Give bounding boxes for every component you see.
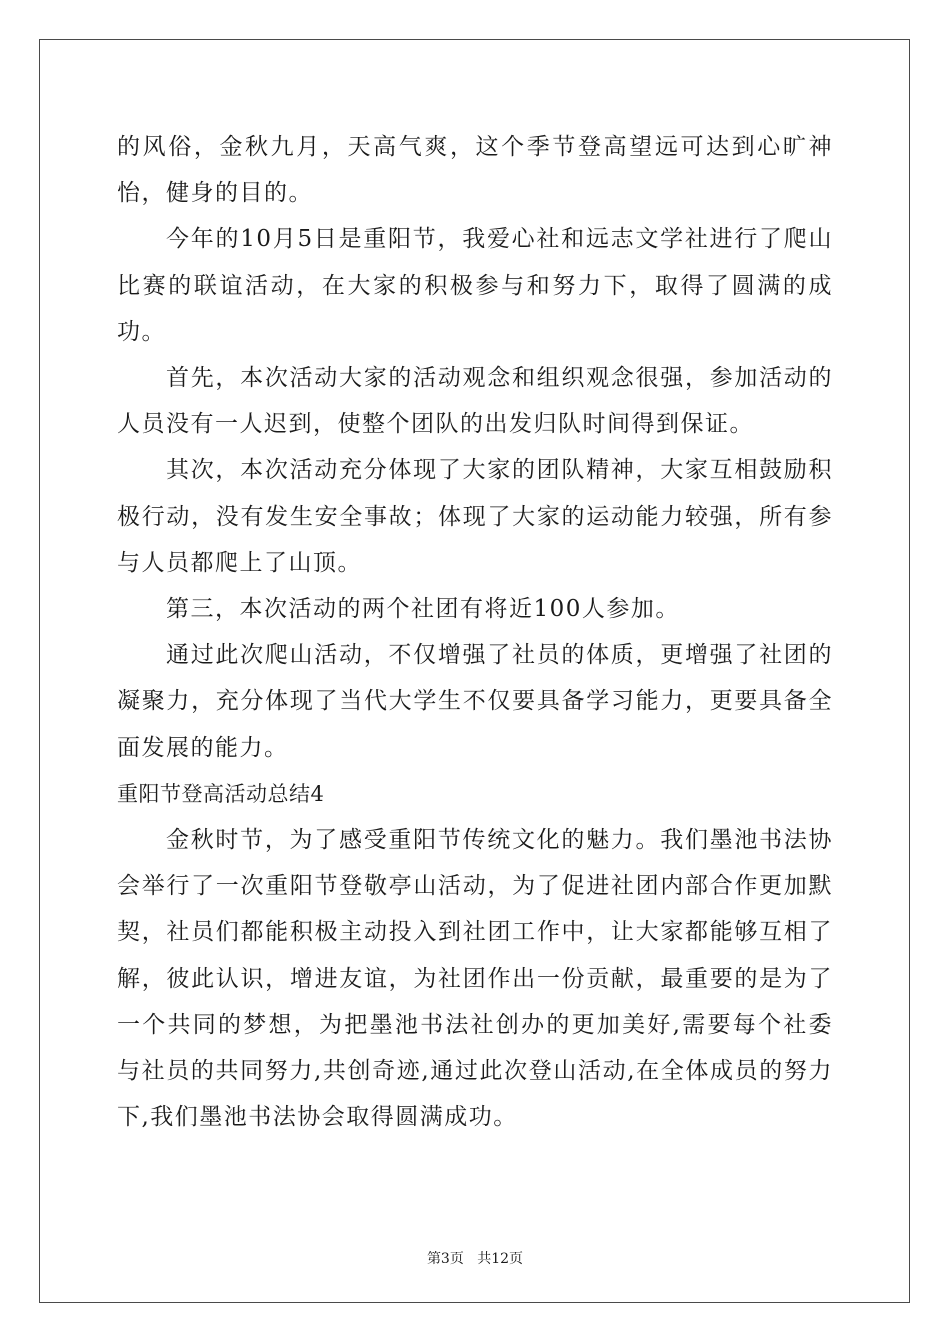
paragraph-2: 今年的10月5日是重阳节，我爱心社和远志文学社进行了爬山比赛的联谊活动，在大家的积极参与和努力下，取得了圆满的成功。 bbox=[117, 226, 833, 345]
paragraph-3: 首先，本次活动大家的活动观念和组织观念很强，参加活动的人员没有一人迟到，使整个团队的出发归队时间得到保证。 bbox=[117, 365, 833, 438]
section-heading: 重阳节登高活动总结4 bbox=[117, 781, 325, 806]
page-footer bbox=[0, 1248, 950, 1268]
footer-spacer bbox=[464, 1251, 477, 1267]
document-body bbox=[117, 124, 833, 1140]
paragraph-6: 通过此次爬山活动，不仅增强了社员的体质，更增强了社团的凝聚力，充分体现了当代大学生不仅要具备学习能力，更要具备全面发展的能力。 bbox=[117, 642, 833, 761]
paragraph-4: 其次，本次活动充分体现了大家的团队精神，大家互相鼓励积极行动，没有发生安全事故；体现了大家的运动能力较强，所有参与人员都爬上了山顶。 bbox=[117, 457, 833, 576]
page-number: 第3页 bbox=[426, 1251, 464, 1267]
paragraph-1: 的风俗，金秋九月，天高气爽，这个季节登高望远可达到心旷神怡，健身的目的。 bbox=[117, 134, 833, 207]
section-paragraph-1: 金秋时节，为了感受重阳节传统文化的魅力。我们墨池书法协会举行了一次重阳节登敬亭山活动，为了促进社团内部合作更加默契，社员们都能积极主动投入到社团工作中，让大家都能够互相了解，彼此认识，增进友谊，为社团作出一份贡献，最重要的是为了一个共同的梦想，为把墨池书法社创办的更加美好,需要每个社委与社员的共同努力,共创奇迹,通过此次登山活动,在全体成员的努力下,我们墨池书法协会取得圆满成功。 bbox=[117, 827, 833, 1131]
page-total: 共12页 bbox=[477, 1251, 524, 1267]
paragraph-5: 第三，本次活动的两个社团有将近100人参加。 bbox=[166, 596, 680, 623]
